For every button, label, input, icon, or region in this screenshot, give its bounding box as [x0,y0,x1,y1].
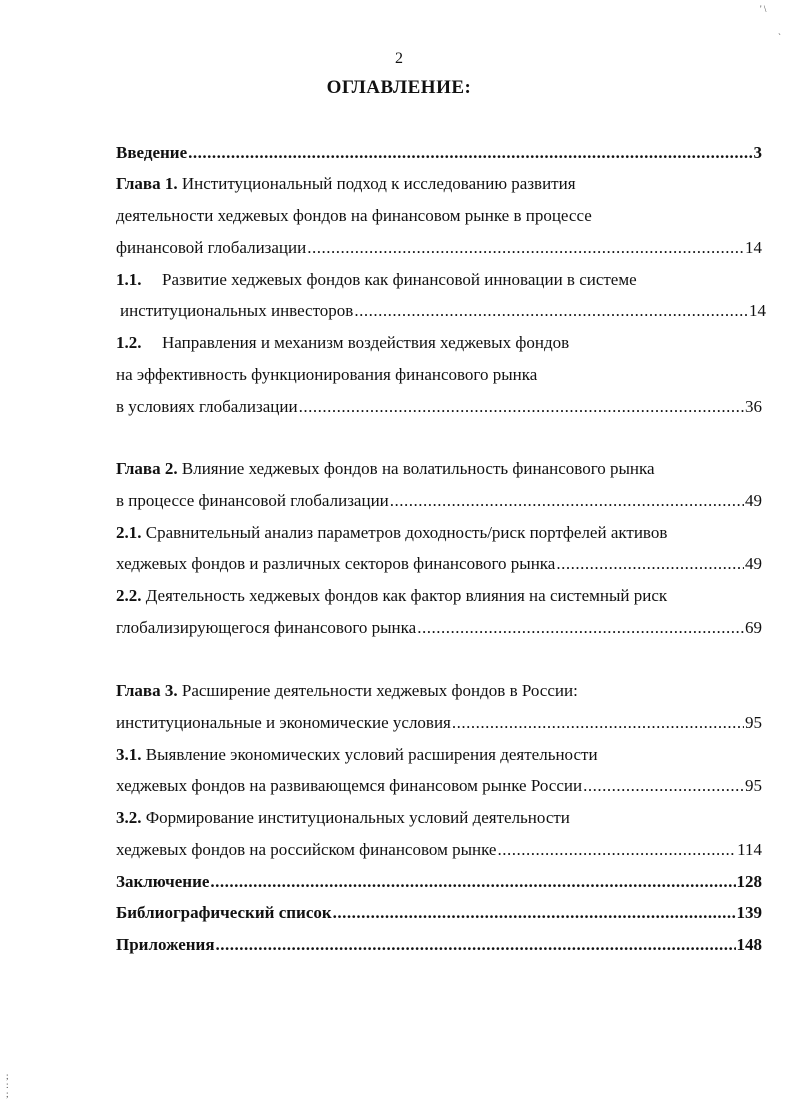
section-2-2-page: 69 [745,618,762,637]
section-3-1-title-part2: хеджевых фондов на развивающемся финансовом рынке России [116,776,583,795]
toc-section-2-2-line1 [116,584,762,608]
section-3-2-page: 114 [737,840,762,859]
section-3-1-number: 3.1. [116,745,142,764]
toc-entry-bibliography [116,901,762,925]
toc-section-3-2-line1 [116,806,762,830]
section-2-2-number: 2.2. [116,586,142,605]
section-1-1-page: 14 [749,301,766,320]
toc-section-1-2-line2 [116,363,762,387]
toc-entry-bibliography-text: Библиографический список [116,903,332,922]
chapter-3-title-part2: институциональные и экономические условия [116,713,451,732]
chapter-2-title-part1: Влияние хеджевых фондов на волатильность финансового рынка [177,459,655,478]
leader-dots [417,616,744,640]
section-3-1-page: 95 [745,776,762,795]
chapter-3-title-part1: Расширение деятельности хеджевых фондов в России: [177,681,578,700]
toc-entry-bibliography-page: 139 [736,903,762,922]
section-2-1-number: 2.1. [116,523,142,542]
chapter-1-title-part2: деятельности хеджевых фондов на финансовом рынке в процессе [116,206,592,225]
section-1-2-title-part3: в условиях глобализации [116,397,298,416]
leader-dots [452,711,744,735]
leader-dots [333,901,736,925]
chapter-2-page: 49 [745,491,762,510]
leader-dots [216,933,736,957]
leader-dots [497,838,736,862]
page-number: 2 [395,50,403,67]
toc-entry-intro-text: Введение [116,143,188,162]
toc-entry-appendix [116,933,762,957]
chapter-1-title-part1: Институциональный подход к исследованию развития [177,174,576,193]
section-2-2-title-part1: Деятельность хеджевых фондов как фактор влияния на системный риск [141,586,668,605]
scan-artifact: ; : ; [6,1071,9,1099]
leader-dots [210,870,735,894]
section-3-2-title-part1: Формирование институциональных условий деятельности [141,808,570,827]
section-1-1-title-part2: институциональных инвесторов [120,301,354,320]
toc-section-2-1-line1 [116,521,762,545]
scan-artifact: ` [778,32,781,42]
toc-section-1-1-line2 [116,299,766,323]
section-1-2-title-part2: на эффективность функционирования финансового рынка [116,365,538,384]
toc-section-3-1-line1 [116,743,762,767]
section-1-1-title-part1: Развитие хеджевых фондов как финансовой инновации в системе [162,270,637,289]
section-3-2-number: 3.2. [116,808,142,827]
toc-section-2-1-line2 [116,552,762,576]
chapter-3-label: Глава 3. [116,681,178,700]
toc-entry-intro [116,141,762,165]
toc-entry-conclusion-text: Заключение [116,872,210,891]
leader-dots [556,552,744,576]
toc-chapter-1-line2 [116,204,762,228]
section-1-2-number: 1.2. [116,333,142,352]
chapter-1-page: 14 [745,238,762,257]
leader-dots [188,141,752,165]
leader-dots [307,236,744,260]
chapter-1-label: Глава 1. [116,174,178,193]
chapter-3-page: 95 [745,713,762,732]
toc-entry-intro-page: 3 [753,143,762,162]
section-1-1-number: 1.1. [116,270,142,289]
toc-chapter-2-line1 [116,457,762,481]
section-2-1-title-part2: хеджевых фондов и различных секторов финансового рынка [116,554,556,573]
section-3-2-title-part2: хеджевых фондов на российском финансовом рынке [116,840,497,859]
toc-section-3-2-line2 [116,838,762,862]
toc-chapter-1-line1 [116,172,762,196]
toc-chapter-1-line3 [116,236,762,260]
section-2-1-page: 49 [745,554,762,573]
toc-entry-appendix-text: Приложения [116,935,215,954]
toc-section-1-2-line3 [116,395,762,419]
toc-section-2-2-line2 [116,616,762,640]
section-2-1-title-part1: Сравнительный анализ параметров доходность/риск портфелей активов [141,523,668,542]
leader-dots [583,774,744,798]
leader-dots [354,299,748,323]
section-2-2-title-part2: глобализирующегося финансового рынка [116,618,417,637]
section-1-2-page: 36 [745,397,762,416]
toc-section-1-2-line1 [116,331,762,355]
leader-dots [299,395,744,419]
toc-chapter-3-line1 [116,679,762,703]
chapter-2-label: Глава 2. [116,459,178,478]
toc-chapter-2-line2 [116,489,762,513]
toc-section-3-1-line2 [116,774,762,798]
chapter-1-title-part3: финансовой глобализации [116,238,307,257]
toc-section-1-1-line1 [116,268,762,292]
scan-artifact: ' \ [760,4,767,14]
leader-dots [390,489,744,513]
toc-entry-conclusion [116,870,762,894]
toc-entry-appendix-page: 148 [736,935,762,954]
chapter-2-title-part2: в процессе финансовой глобализации [116,491,389,510]
section-3-1-title-part1: Выявление экономических условий расширения деятельности [141,745,598,764]
toc-chapter-3-line2 [116,711,762,735]
section-1-2-title-part1: Направления и механизм воздействия хеджевых фондов [162,333,570,352]
page-title: ОГЛАВЛЕНИЕ: [326,77,472,98]
toc-entry-conclusion-page: 128 [736,872,762,891]
